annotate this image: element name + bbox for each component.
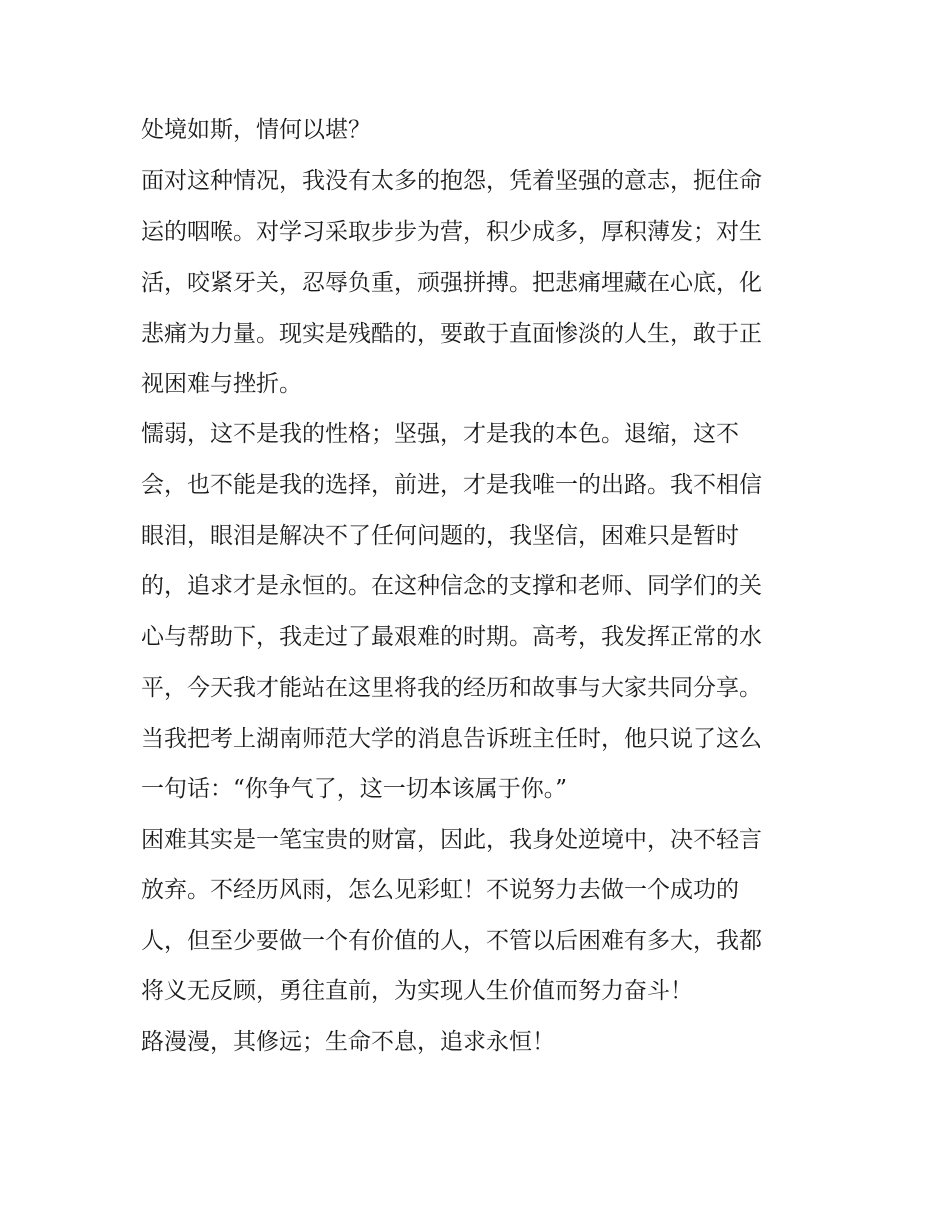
text-line: 一句话：“你争气了，这一切本该属于你。”: [141, 776, 568, 802]
text-line: 懦弱，这不是我的性格；坚强，才是我的本色。退缩，这不: [141, 421, 739, 447]
text-line: 悲痛为力量。现实是残酷的，要敢于直面惨淡的人生，敢于正: [141, 321, 762, 347]
text-line: 会，也不能是我的选择，前进，才是我唯一的出路。我不相信: [141, 472, 762, 498]
text-line: 活，咬紧牙关，忍辱负重，顽强拼搏。把悲痛埋藏在心底，化: [141, 270, 762, 296]
text-line: 心与帮助下，我走过了最艰难的时期。高考，我发挥正常的水: [141, 624, 762, 650]
text-line: 将义无反顾，勇往直前，为实现人生价值而努力奋斗！: [141, 978, 693, 1004]
text-line: 平，今天我才能站在这里将我的经历和故事与大家共同分享。: [141, 675, 762, 701]
text-line: 当我把考上湖南师范大学的消息告诉班主任时，他只说了这么: [141, 726, 762, 752]
text-line: 人，但至少要做一个有价值的人，不管以后困难有多大，我都: [141, 928, 762, 954]
text-line: 的，追求才是永恒的。在这种信念的支撑和老师、同学们的关: [141, 573, 762, 599]
text-line: 处境如斯，情何以堪？: [141, 117, 371, 143]
text-line: 路漫漫，其修远；生命不息，追求永恒！: [141, 1029, 555, 1055]
text-line: 运的咽喉。对学习采取步步为营，积少成多，厚积薄发；对生: [141, 219, 762, 245]
text-line: 放弃。不经历风雨，怎么见彩虹！不说努力去做一个成功的: [141, 877, 739, 903]
text-line: 眼泪，眼泪是解决不了任何问题的，我坚信，困难只是暂时: [141, 523, 739, 549]
text-line: 困难其实是一笔宝贵的财富，因此，我身处逆境中，决不轻言: [141, 827, 762, 853]
text-line: 视困难与挫折。: [141, 371, 302, 397]
text-line: 面对这种情况，我没有太多的抱怨，凭着坚强的意志，扼住命: [141, 168, 762, 194]
